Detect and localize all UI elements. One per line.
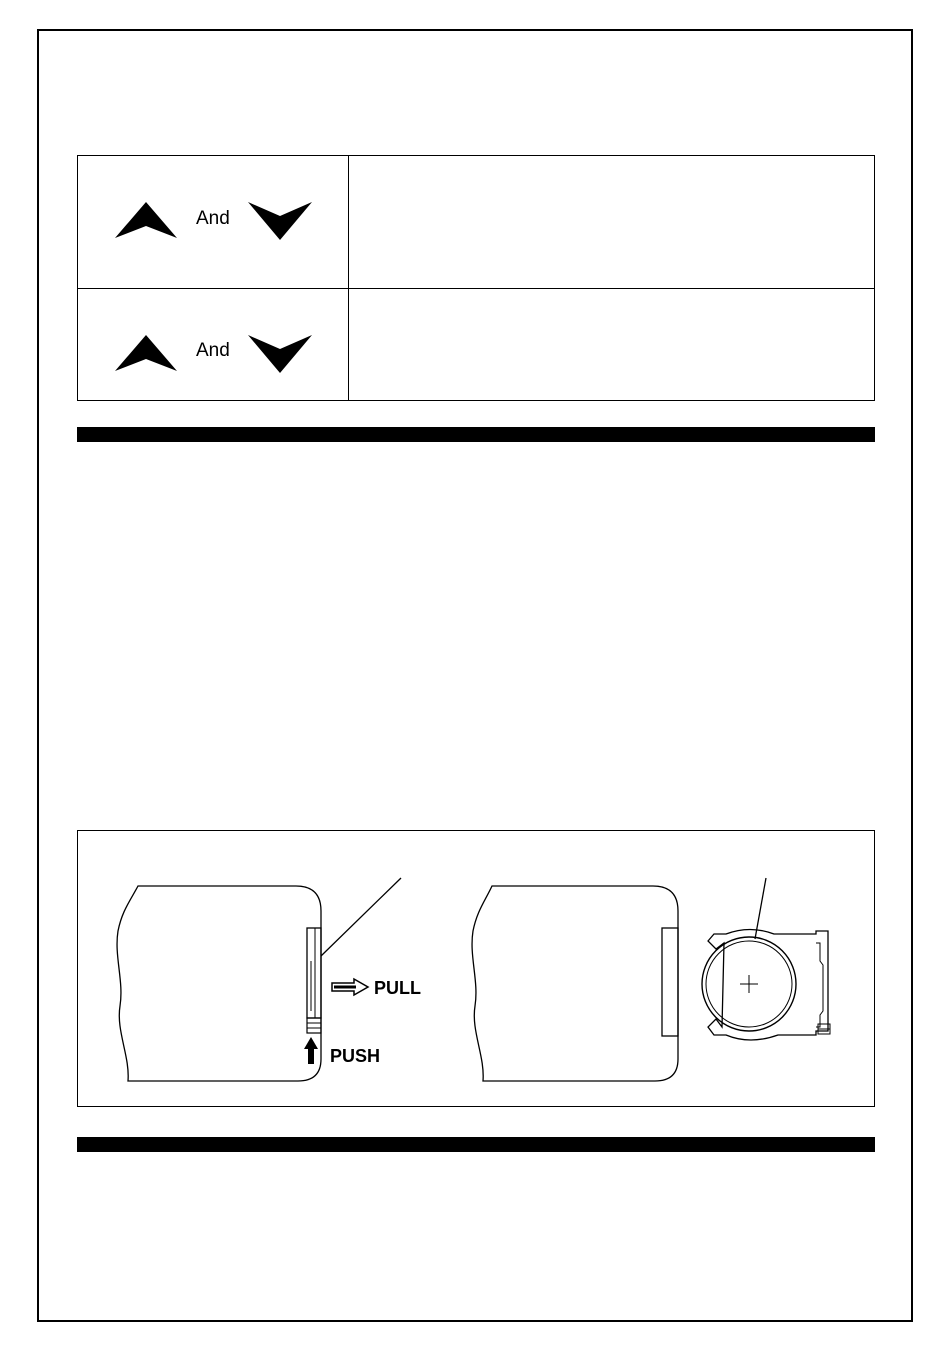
- up-arrow-icon: [113, 333, 179, 373]
- right-device-outline: [472, 886, 678, 1081]
- down-arrow-icon: [246, 200, 314, 242]
- left-device-outline: [117, 886, 321, 1081]
- battery-diagram-drawing: [78, 831, 874, 1106]
- down-arrow-icon: [246, 333, 314, 375]
- section-rule-1: [77, 427, 875, 442]
- pull-label: PULL: [374, 978, 421, 998]
- and-label: And: [196, 208, 230, 229]
- push-arrow-icon: [304, 1037, 318, 1064]
- and-label: And: [196, 340, 230, 361]
- key-cell-2: [78, 289, 349, 400]
- push-label: PUSH: [330, 1046, 381, 1066]
- key-table: [77, 155, 875, 401]
- coin-battery-tray: [702, 878, 830, 1040]
- battery-diagram: [77, 830, 875, 1107]
- key-cell-1: [78, 156, 349, 288]
- battery-tray: [307, 928, 321, 1018]
- key-row-2: [78, 289, 874, 400]
- key-row-1: [78, 156, 874, 289]
- up-arrow-icon: [113, 200, 179, 240]
- section-rule-2: [77, 1137, 875, 1152]
- key-description-2: [349, 289, 874, 400]
- key-description-1: [349, 156, 874, 288]
